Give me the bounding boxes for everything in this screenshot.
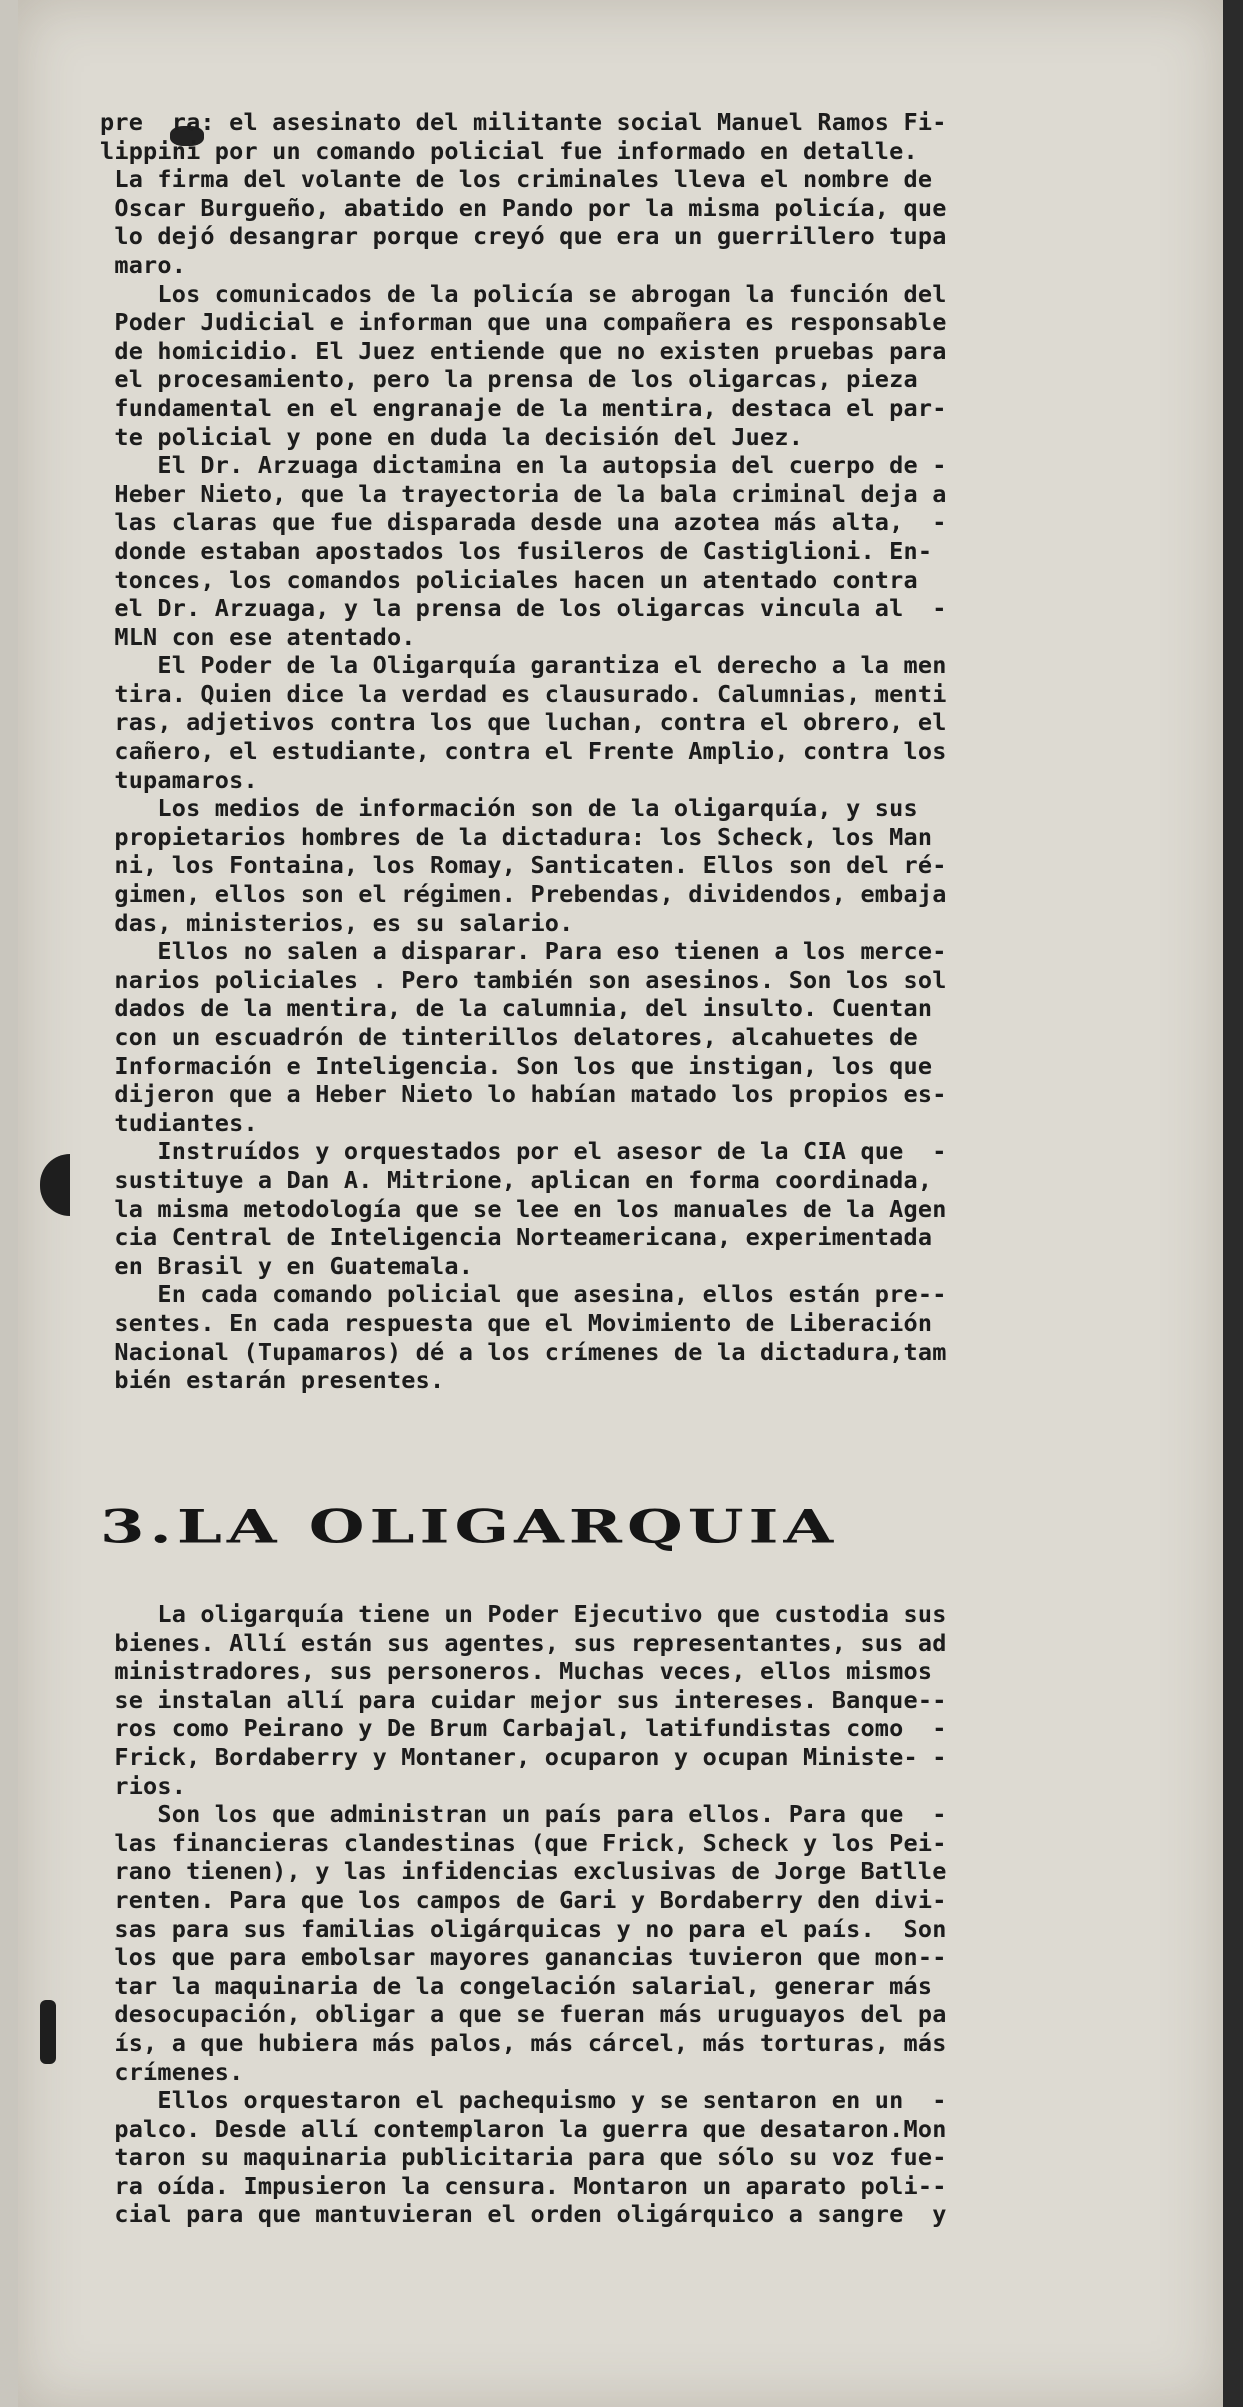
text-line: MLN con ese atentado.: [100, 622, 416, 651]
text-line: dados de la mentira, de la calumnia, del insulto. Cuentan: [100, 994, 933, 1023]
text-line: maro.: [100, 250, 187, 279]
text-line: rios.: [100, 1771, 187, 1800]
text-line: El Poder de la Oligarquía garantiza el derecho a la men: [100, 651, 947, 680]
text-line: Los medios de información son de la oligarquía, y sus: [100, 794, 918, 823]
body-text-section-2: [100, 108, 1180, 1395]
text-line: ministradores, sus personeros. Muchas veces, ellos mismos: [100, 1657, 933, 1686]
text-line: ras, adjetivos contra los que luchan, contra el obrero, el: [100, 708, 947, 737]
text-line: narios policiales . Pero también son asesinos. Son los sol: [100, 965, 947, 994]
text-line: taron su maquinaria publicitaria para que sólo su voz fue-: [100, 2143, 947, 2172]
punch-hole: [40, 2000, 56, 2064]
text-line: el procesamiento, pero la prensa de los oligarcas, pieza: [100, 365, 918, 394]
text-line: fundamental en el engranaje de la mentira, destaca el par-: [100, 393, 947, 422]
text-line: renten. Para que los campos de Gari y Bordaberry den divi-: [100, 1885, 947, 1914]
text-line: donde estaban apostados los fusileros de Castiglioni. En-: [100, 536, 933, 565]
text-line: gimen, ellos son el régimen. Prebendas, dividendos, embaja: [100, 880, 947, 909]
text-line: tira. Quien dice la verdad es clausurado. Calumnias, menti: [100, 679, 947, 708]
text-line: cañero, el estudiante, contra el Frente Amplio, contra los: [100, 737, 947, 766]
section-heading: 3.LA OLIGARQUIA: [100, 1500, 839, 1554]
text-line: las financieras clandestinas (que Frick, Scheck y los Pei-: [100, 1828, 947, 1857]
text-line: con un escuadrón de tinterillos delatores, alcahuetes de: [100, 1023, 918, 1051]
text-line: Son los que administran un país para ellos. Para que -: [100, 1800, 947, 1829]
text-line: La oligarquía tiene un Poder Ejecutivo que custodia sus: [100, 1600, 947, 1628]
text-line: Poder Judicial e informan que una compañera es responsable: [100, 308, 947, 337]
text-line: palco. Desde allí contemplaron la guerra que desataron.Mon: [100, 2114, 947, 2143]
text-line: de homicidio. El Juez entiende que no existen pruebas para: [100, 336, 947, 365]
text-line: El Dr. Arzuaga dictamina en la autopsia del cuerpo de -: [100, 451, 947, 480]
text-line: Oscar Burgueño, abatido en Pando por la misma policía, que: [100, 193, 947, 222]
text-line: ra oída. Impusieron la censura. Montaron un aparato poli--: [100, 2171, 947, 2200]
text-line: ros como Peirano y De Brum Carbajal, latifundistas como -: [100, 1714, 947, 1743]
page-left-margin: [0, 0, 18, 2407]
text-line: crímenes.: [100, 2057, 244, 2086]
text-line: te policial y pone en duda la decisión del Juez.: [100, 422, 804, 451]
text-line: el Dr. Arzuaga, y la prensa de los oligarcas vincula al -: [100, 594, 947, 623]
text-line: sustituye a Dan A. Mitrione, aplican en forma coordinada,: [100, 1165, 933, 1194]
text-line: La firma del volante de los criminales lleva el nombre de: [100, 165, 933, 194]
text-line: Ellos no salen a disparar. Para eso tienen a los merce-: [100, 937, 947, 966]
text-line: los que para embolsar mayores ganancias tuvieron que mon--: [100, 1943, 947, 1972]
text-line: sentes. En cada respuesta que el Movimiento de Liberación: [100, 1308, 933, 1337]
scan-dark-edge: [1223, 0, 1243, 2407]
text-line: en Brasil y en Guatemala.: [100, 1251, 474, 1280]
text-line: bienes. Allí están sus agentes, sus representantes, sus ad: [100, 1628, 947, 1657]
text-line: Frick, Bordaberry y Montaner, ocuparon y ocupan Ministe- -: [100, 1742, 947, 1771]
text-line: Ellos orquestaron el pachequismo y se sentaron en un -: [100, 2086, 947, 2115]
text-line: la misma metodología que se lee en los manuales de la Agen: [100, 1194, 947, 1223]
text-line: Instruídos y orquestados por el asesor de la CIA que -: [100, 1137, 947, 1166]
text-line: dijeron que a Heber Nieto lo habían matado los propios es-: [100, 1080, 947, 1109]
text-line: lo dejó desangrar porque creyó que era un guerrillero tupa: [100, 222, 947, 251]
text-line: cia Central de Inteligencia Norteamericana, experimentada: [100, 1223, 933, 1252]
text-line: las claras que fue disparada desde una azotea más alta, -: [100, 508, 947, 537]
body-text-section-3: [100, 1600, 1180, 2229]
text-line: bién estarán presentes.: [100, 1366, 445, 1395]
text-line: cial para que mantuvieran el orden oligárquico a sangre y: [100, 2200, 947, 2229]
text-line: se instalan allí para cuidar mejor sus intereses. Banque--: [100, 1685, 947, 1714]
text-line: Nacional (Tupamaros) dé a los crímenes de la dictadura,tam: [100, 1337, 947, 1366]
text-line: ni, los Fontaina, los Romay, Santicaten. Ellos son del ré-: [100, 851, 947, 880]
text-line: En cada comando policial que asesina, ellos están pre--: [100, 1280, 947, 1309]
text-line: Información e Inteligencia. Son los que instigan, los que: [100, 1051, 933, 1080]
text-line: tudiantes.: [100, 1108, 258, 1137]
text-line: tar la maquinaria de la congelación salarial, generar más: [100, 1971, 933, 2000]
text-line: tupamaros.: [100, 765, 258, 794]
text-line: propietarios hombres de la dictadura: los Scheck, los Man: [100, 822, 933, 851]
text-line: ís, a que hubiera más palos, más cárcel, más torturas, más: [100, 2028, 947, 2057]
text-line: desocupación, obligar a que se fueran más uruguayos del pa: [100, 2000, 947, 2029]
text-line: lippini por un comando policial fue informado en detalle.: [100, 136, 918, 165]
text-line: Los comunicados de la policía se abrogan la función del: [100, 279, 947, 308]
text-line: sas para sus familias oligárquicas y no para el país. Son: [100, 1914, 947, 1943]
text-line: das, ministerios, es su salario.: [100, 908, 574, 937]
text-line: Heber Nieto, que la trayectoria de la bala criminal deja a: [100, 479, 947, 508]
text-line: tonces, los comandos policiales hacen un atentado contra: [100, 565, 918, 594]
text-line: rano tienen), y las infidencias exclusivas de Jorge Batlle: [100, 1857, 947, 1886]
text-line: pre ra: el asesinato del militante social Manuel Ramos Fi-: [100, 108, 947, 136]
